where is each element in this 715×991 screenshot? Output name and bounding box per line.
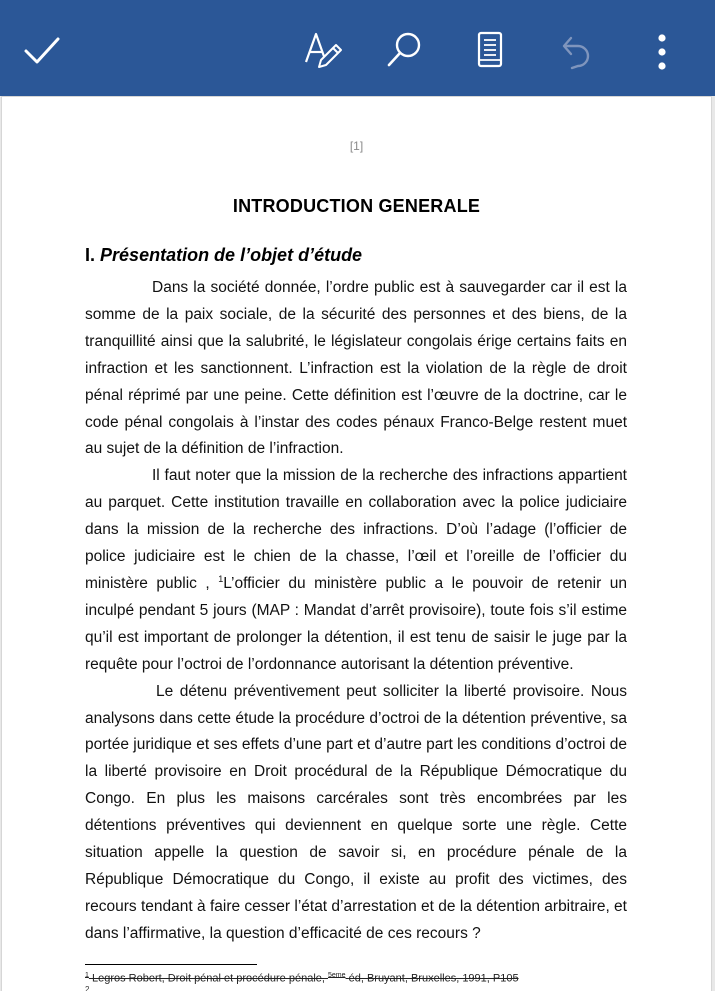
more-vertical-icon <box>652 28 672 72</box>
footnote-reference[interactable]: 1 <box>218 573 224 584</box>
section-title: Présentation de l’objet d’étude <box>100 245 363 265</box>
body-text[interactable] <box>85 275 627 948</box>
undo-icon <box>556 28 596 72</box>
document-page[interactable] <box>2 97 711 991</box>
section-number: I. <box>85 245 96 265</box>
footnote-2-number: 2 <box>85 985 90 991</box>
text-format-pen-icon <box>300 28 344 72</box>
paragraph-2-text-b: L’officier du ministère public a le pouvoir de retenir un inculpé pendant 5 jours (MAP : Mandat d’arrêt provisoire), toute fois s’il estime qu’il est important de prolonger la détention, il est tenu de saisir le juge par la requête pour l’octroi de l’ordonnance autorisant la détention préventive. <box>85 574 627 673</box>
footnote-text-b: éd, Bruyant, Bruxelles, 1991, P105 <box>348 972 519 985</box>
page-number: [1] <box>349 139 364 153</box>
paragraph-2-text-a: Il faut noter que la mission de la recherche des infractions appartient au parquet. Cette institution travaille en collaboration avec la police judiciaire dans la mission de la recherche des infractions. D’où l’adage (l’officier de police judiciaire est le chien de la chasse, l’œil et l’oreille de l’officier du ministère public , <box>85 467 627 592</box>
footnote-separator <box>85 964 257 965</box>
more-options-button[interactable] <box>636 24 688 76</box>
document-title: INTRODUCTION GENERALE <box>232 196 481 216</box>
footnote-text-a: Legros Robert, Droit pénal et procédure pénale, <box>91 972 325 985</box>
paragraph-1: Dans la société donnée, l’ordre public est à sauvegarder car il est la somme de la paix sociale, de la sécurité des personnes et des biens, de la tranquillité ainsi que la salubrité, le législateur congolais érige certains faits en infraction et les sanctionnent. L’infraction est la violation de la règle de droit pénal réprimé par une peine. Cette définition est l’œuvre de la doctrine, car le code pénal congolais à l’instar des codes pénaux Franco-Belge restent muet au sujet de la définition de l’infraction. <box>85 279 627 458</box>
reading-view-button[interactable] <box>464 24 516 76</box>
paragraph-2 <box>85 463 627 678</box>
footnote-1 <box>85 972 645 985</box>
undo-button[interactable] <box>550 24 602 76</box>
search-button[interactable] <box>378 24 430 76</box>
footnote-edition-sup: 5eme <box>328 972 346 979</box>
section-heading <box>85 245 362 266</box>
top-toolbar <box>0 0 715 96</box>
format-button[interactable] <box>296 24 348 76</box>
search-icon <box>382 28 426 72</box>
footnote-number: 1 <box>85 972 89 979</box>
checkmark-icon <box>22 30 62 70</box>
done-button[interactable] <box>16 24 68 76</box>
reading-view-icon <box>472 28 508 72</box>
paragraph-3: Le détenu préventivement peut solliciter la liberté provisoire. Nous analysons dans cette étude la procédure d’octroi de la détention préventive, sa portée juridique et ses effets d’une part et d’autre part les conditions d’octroi de la liberté provisoire en Droit procédural de la République Démocratique du Congo. En plus les maisons carcérales sont très encombrées par les détentions préventives qui deviennent en quelque sorte une règle. Cette situation appelle la question de savoir si, en procédure pénale de la République Démocratique du Congo, il existe au profit des victimes, des recours tendant à faire cesser l’état d’arrestation et de la détention arbitraire, et dans l’affirmative, la question d’efficacité de ces recours ? <box>85 682 627 942</box>
